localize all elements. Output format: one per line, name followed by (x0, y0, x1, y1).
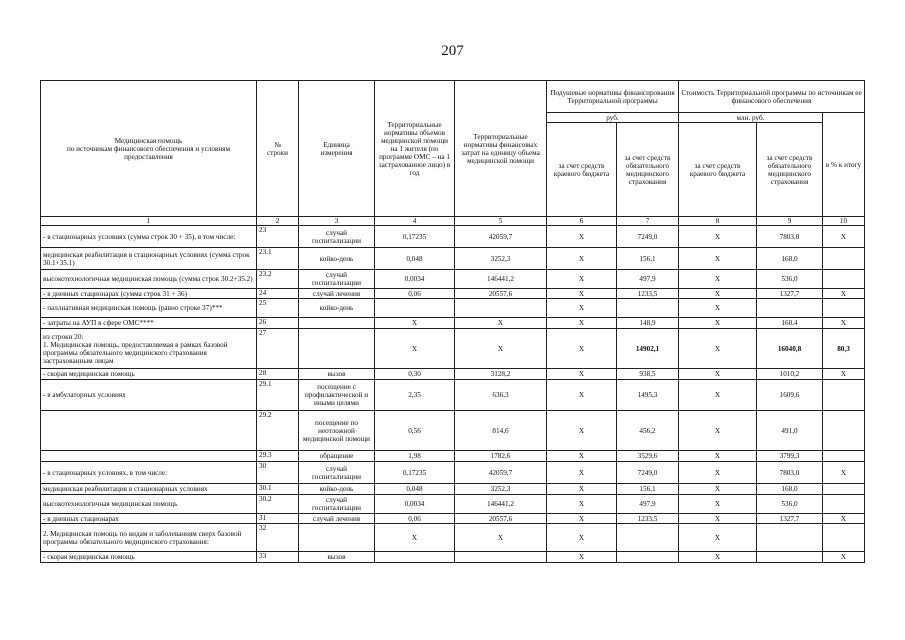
table-cell: X (455, 524, 547, 552)
table-cell: 2. Медицинская помощь по видам и заболеваниям сверх базовой программы обязательного медицинского страхования: (41, 524, 257, 552)
table-cell: 0,0034 (375, 270, 455, 289)
table-cell (757, 524, 823, 552)
table-cell: - паллиативная медицинская помощь (равно строке 37)*** (41, 299, 257, 318)
header-unit-mln: млн. руб. (679, 113, 823, 123)
table-cell: 23.1 (257, 248, 299, 270)
column-number: 9 (757, 217, 823, 226)
table-cell: 29.3 (257, 451, 299, 462)
table-row (41, 495, 865, 514)
table-cell: X (679, 289, 757, 299)
table-cell: 1609,6 (757, 380, 823, 411)
table-cell (41, 411, 257, 451)
table-cell: X (679, 329, 757, 369)
table-cell: 1233,5 (617, 289, 679, 299)
table-cell: 28 (257, 369, 299, 380)
table-row (41, 411, 865, 451)
table-cell: 7249,0 (617, 462, 679, 484)
table-cell: X (547, 552, 617, 563)
table-cell: X (547, 248, 617, 270)
table-cell: X (679, 411, 757, 451)
header-per-capita-group: Подушевые нормативы финансирования Территориальной программы (547, 81, 679, 113)
table-cell (455, 552, 547, 563)
table-cell: 42059,7 (455, 462, 547, 484)
table-cell: 31 (257, 514, 299, 524)
table-cell: X (679, 369, 757, 380)
table-cell: 3252,3 (455, 248, 547, 270)
table-cell: X (547, 462, 617, 484)
table-cell: X (455, 329, 547, 369)
table-cell: 30.1 (257, 484, 299, 495)
table-cell: X (547, 369, 617, 380)
table-cell: обращение (299, 451, 375, 462)
column-number: 4 (375, 217, 455, 226)
header-unit: Единица измерения (299, 81, 375, 217)
table-cell: койко-день (299, 299, 375, 318)
table-cell: - в стационарных условиях (сумма строк 30 + 35), в том числе: (41, 226, 257, 248)
table-cell: 7803,0 (757, 226, 823, 248)
table-cell: 1327,7 (757, 289, 823, 299)
table-cell (757, 552, 823, 563)
table-cell: койко-день (299, 248, 375, 270)
column-number: 8 (679, 217, 757, 226)
column-number: 7 (617, 217, 679, 226)
table-row (41, 380, 865, 411)
table-cell: - в дневных стационарах (41, 514, 257, 524)
column-number: 6 (547, 217, 617, 226)
table-cell: 33 (257, 552, 299, 563)
table-cell: X (375, 329, 455, 369)
table-row (41, 552, 865, 563)
table-cell: 491,0 (757, 411, 823, 451)
table-cell: 2,35 (375, 380, 455, 411)
table-cell: 25 (257, 299, 299, 318)
header-service: Медицинская помощь по источникам финансового обеспечения и условиям предоставления (41, 81, 257, 217)
table-cell (823, 484, 865, 495)
table-cell: X (679, 514, 757, 524)
table-cell: 23 (257, 226, 299, 248)
table-cell: X (547, 329, 617, 369)
table-cell: 1010,2 (757, 369, 823, 380)
table-cell: 814,6 (455, 411, 547, 451)
table-cell (617, 524, 679, 552)
table-cell: 30 (257, 462, 299, 484)
table-cell: высокотехнологичная медицинская помощь (сумма строк 30.2+35.2) (41, 270, 257, 289)
table-cell: 168,0 (757, 484, 823, 495)
table-cell: 146441,2 (455, 270, 547, 289)
table-cell: - скорая медицинская помощь (41, 369, 257, 380)
column-number: 5 (455, 217, 547, 226)
table-cell: X (547, 451, 617, 462)
table-cell: X (679, 248, 757, 270)
table-cell: 20557,6 (455, 514, 547, 524)
column-number: 1 (41, 217, 257, 226)
table-cell: 536,0 (757, 270, 823, 289)
table-cell: X (679, 552, 757, 563)
table-cell: случай госпитализации (299, 495, 375, 514)
table-cell: 7803,0 (757, 462, 823, 484)
table-cell: 0,17235 (375, 226, 455, 248)
table-cell: X (375, 318, 455, 329)
table-cell: - в амбулаторных условиях (41, 380, 257, 411)
table-cell: 3252,3 (455, 484, 547, 495)
table-cell: 7249,0 (617, 226, 679, 248)
table-cell: 148,9 (617, 318, 679, 329)
table-row (41, 270, 865, 289)
financing-table (40, 80, 865, 563)
header-percent: в % к итогу (823, 113, 865, 217)
column-number: 10 (823, 217, 865, 226)
table-row (41, 299, 865, 318)
table-cell: X (547, 484, 617, 495)
table-cell: X (547, 289, 617, 299)
table-cell: X (547, 514, 617, 524)
table-cell: 0,048 (375, 484, 455, 495)
table-cell: 1495,3 (617, 380, 679, 411)
table-cell (823, 411, 865, 451)
table-cell: X (679, 484, 757, 495)
table-cell: X (547, 495, 617, 514)
header-row-number: № строки (257, 81, 299, 217)
table-row (41, 226, 865, 248)
table-cell: X (547, 524, 617, 552)
table-cell: X (679, 380, 757, 411)
table-cell: вызов (299, 369, 375, 380)
table-cell: случай госпитализации (299, 226, 375, 248)
table-cell: X (679, 495, 757, 514)
table-cell: 497,9 (617, 270, 679, 289)
table-cell (41, 451, 257, 462)
table-cell: 3128,2 (455, 369, 547, 380)
table-cell: X (679, 270, 757, 289)
table-cell: посещение с профилактической и иными целями (299, 380, 375, 411)
table-cell: 24 (257, 289, 299, 299)
table-cell: 26 (257, 318, 299, 329)
table-cell: X (823, 369, 865, 380)
table-cell (823, 451, 865, 462)
table-cell: X (823, 226, 865, 248)
table-cell: 0,17235 (375, 462, 455, 484)
table-cell: 14902,1 (617, 329, 679, 369)
table-cell: - затраты на АУП в сфере ОМС**** (41, 318, 257, 329)
table-cell: 0,56 (375, 411, 455, 451)
table-cell: X (679, 299, 757, 318)
table-cell: случай госпитализации (299, 462, 375, 484)
table-cell: медицинская реабилитация в стационарных условиях (41, 484, 257, 495)
table-cell (299, 524, 375, 552)
table-cell: 29.1 (257, 380, 299, 411)
table-cell: 497,9 (617, 495, 679, 514)
table-cell: - в стационарных условиях, в том числе: (41, 462, 257, 484)
table-row (41, 514, 865, 524)
table-cell: 29.2 (257, 411, 299, 451)
table-cell: 146441,2 (455, 495, 547, 514)
table-cell: X (823, 552, 865, 563)
table-cell: X (547, 318, 617, 329)
table-cell: случай госпитализации (299, 270, 375, 289)
table-row (41, 369, 865, 380)
table-row (41, 524, 865, 552)
table-cell: 3529,6 (617, 451, 679, 462)
table-cell (823, 299, 865, 318)
table-cell (375, 299, 455, 318)
table-cell (757, 299, 823, 318)
table-cell: 1782,6 (455, 451, 547, 462)
table-cell: 20557,6 (455, 289, 547, 299)
table-cell: 27 (257, 329, 299, 369)
table-cell: медицинская реабилитация в стационарных условиях (сумма строк 30.1+35.1) (41, 248, 257, 270)
table-row (41, 451, 865, 462)
page-number: 207 (441, 43, 464, 59)
table-cell: 30.2 (257, 495, 299, 514)
table-cell: 536,0 (757, 495, 823, 514)
table-cell: вызов (299, 552, 375, 563)
table-cell: 0,30 (375, 369, 455, 380)
header-budget-rub: за счет средств краевого бюджета (547, 123, 617, 217)
table-cell: 1327,7 (757, 514, 823, 524)
header-cost-norm: Территориальные нормативы финансовых затрат на единицу объема медицинской помощи (455, 81, 547, 217)
table-cell: 938,5 (617, 369, 679, 380)
table-cell: X (679, 451, 757, 462)
table-cell: X (823, 318, 865, 329)
table-cell (299, 318, 375, 329)
header-budget-mln: за счет средств краевого бюджета (679, 123, 757, 217)
table-cell: X (823, 289, 865, 299)
table-row (41, 329, 865, 369)
table-cell: X (547, 411, 617, 451)
table-row (41, 462, 865, 484)
table-cell: 0,06 (375, 514, 455, 524)
table-cell: 168,0 (757, 248, 823, 270)
table-cell: 456,2 (617, 411, 679, 451)
table-cell: - в дневных стационарах (сумма строк 31 + 36) (41, 289, 257, 299)
table-cell (375, 552, 455, 563)
table-cell: X (679, 462, 757, 484)
table-cell (823, 495, 865, 514)
table-cell: случай лечения (299, 514, 375, 524)
header-volume-norm: Территориальные нормативы объемов медицинской помощи на 1 жителя (по программе ОМС – на 1 застрахованное лицо) в год (375, 81, 455, 217)
table-cell: 80,3 (823, 329, 865, 369)
table-cell: X (375, 524, 455, 552)
table-cell (617, 299, 679, 318)
table-cell: 23.2 (257, 270, 299, 289)
table-cell: 156,1 (617, 484, 679, 495)
table-cell: 1233,5 (617, 514, 679, 524)
table-cell: 636,3 (455, 380, 547, 411)
table-cell: 16040,8 (757, 329, 823, 369)
table-cell: X (547, 380, 617, 411)
table-cell: X (455, 318, 547, 329)
table-cell: 160,4 (757, 318, 823, 329)
header-cost-group: Стоимость Территориальной программы по источникам ее финансового обеспечения (679, 81, 865, 113)
table-cell (823, 380, 865, 411)
header-oms-rub: за счет средств обязательного медицинского страхования (617, 123, 679, 217)
table-cell: 156,1 (617, 248, 679, 270)
table-cell: 0,06 (375, 289, 455, 299)
header-unit-rub: руб. (547, 113, 679, 123)
table-cell: 42059,7 (455, 226, 547, 248)
table-cell: 3799,3 (757, 451, 823, 462)
table-cell (823, 248, 865, 270)
table-cell: 32 (257, 524, 299, 552)
table-cell (299, 329, 375, 369)
table-cell: 1,98 (375, 451, 455, 462)
table-row (41, 248, 865, 270)
header-oms-mln: за счет средств обязательного медицинского страхования (757, 123, 823, 217)
table-row (41, 484, 865, 495)
table-cell (823, 270, 865, 289)
table-cell: X (679, 524, 757, 552)
table-cell: посещение по неотложной медицинской помощи (299, 411, 375, 451)
table-cell (455, 299, 547, 318)
table-cell: высокотехнологичная медицинская помощь (41, 495, 257, 514)
table-cell: X (547, 226, 617, 248)
table-cell: 0,048 (375, 248, 455, 270)
table-cell: X (823, 514, 865, 524)
table-cell (823, 524, 865, 552)
table-cell: X (547, 299, 617, 318)
table-cell: из строки 20: 1. Медицинская помощь, предоставляемая в рамках базовой программы обязательного медицинского страхования застрахованным лицам (41, 329, 257, 369)
table-cell: X (547, 270, 617, 289)
table-row (41, 318, 865, 329)
table-cell: X (823, 462, 865, 484)
column-number: 3 (299, 217, 375, 226)
table-cell: - скорая медицинская помощь (41, 552, 257, 563)
column-number: 2 (257, 217, 299, 226)
table-cell: 0,0034 (375, 495, 455, 514)
table-cell (617, 552, 679, 563)
table-cell: X (679, 318, 757, 329)
table-row (41, 289, 865, 299)
table-cell: X (679, 226, 757, 248)
table-cell: койко-день (299, 484, 375, 495)
table-cell: случай лечения (299, 289, 375, 299)
